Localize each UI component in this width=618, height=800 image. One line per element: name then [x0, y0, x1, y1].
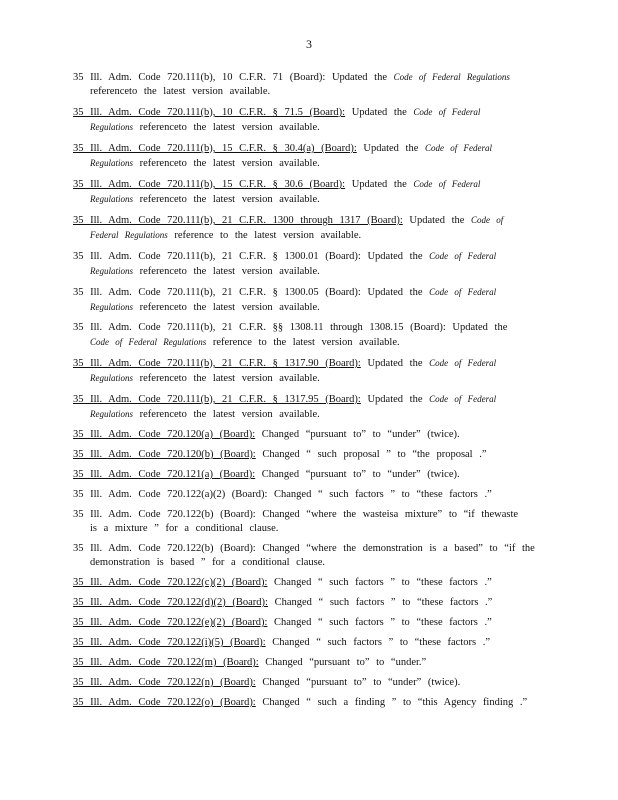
- entry-line-1: [73, 392, 533, 407]
- cfr-title-italic: Regulations: [90, 158, 133, 168]
- section-citation: 35 Ill. Adm. Code 720.122(c)(2) (Board):: [73, 577, 268, 588]
- entry-line-2: [73, 228, 533, 243]
- entry-line-2: [73, 156, 533, 171]
- section-citation: 35 Ill. Adm. Code 720.122(b) (Board):: [73, 509, 256, 520]
- cfr-title-italic: Code of Federal Regulations: [90, 337, 207, 347]
- entry-line-1: [73, 596, 533, 610]
- change-description: Updated the: [452, 322, 508, 333]
- change-description: Updated the: [409, 215, 465, 226]
- change-description: Changed “pursuant to” to “under” (twice).: [262, 677, 461, 688]
- section-citation: 35 Ill. Adm. Code 720.122(m) (Board):: [73, 657, 259, 668]
- change-description: Changed “ such proposal ” to “the proposal .”: [262, 449, 487, 460]
- entry-line-2: [73, 85, 533, 99]
- amendment-entry: [73, 392, 533, 422]
- section-citation: 35 Ill. Adm. Code 720.111(b), 21 C.F.R. § 1300.01 (Board):: [73, 251, 361, 262]
- amendment-entry: [73, 428, 533, 442]
- change-description: Updated the: [367, 394, 423, 405]
- change-description: Changed “where the wasteisa mixture” to “if thewaste: [262, 509, 519, 520]
- change-description: Changed “ such factors ” to “these factors .”: [274, 617, 492, 628]
- amendment-entry: [73, 448, 533, 462]
- cfr-title-italic: Code of Federal: [429, 358, 497, 368]
- entry-line-2: [73, 120, 533, 135]
- entry-line-1: [73, 448, 533, 462]
- entry-line-1: [73, 656, 533, 670]
- cfr-title-italic: Regulations: [90, 266, 133, 276]
- change-description-cont: referenceto the latest version available.: [139, 409, 320, 420]
- entry-line-2: [73, 407, 533, 422]
- section-citation: 35 Ill. Adm. Code 720.111(b), 21 C.F.R. § 1300.05 (Board):: [73, 287, 361, 298]
- section-citation: 35 Ill. Adm. Code 720.122(o) (Board):: [73, 697, 256, 708]
- change-description-cont: reference to the latest version available.: [174, 230, 362, 241]
- entry-line-2: [73, 264, 533, 279]
- entry-line-2: [73, 335, 533, 350]
- page-number: 3: [306, 37, 312, 51]
- change-description: Changed “pursuant to” to “under.”: [265, 657, 427, 668]
- entry-line-1: [73, 636, 533, 650]
- entry-line-1: [73, 428, 533, 442]
- change-description: Updated the: [351, 179, 407, 190]
- change-description: Changed “ such factors ” to “these factors .”: [274, 577, 492, 588]
- entry-line-1: [73, 105, 533, 120]
- amendment-entry: [73, 616, 533, 630]
- change-description-cont: referenceto the latest version available.: [90, 86, 271, 97]
- cfr-title-italic: Regulations: [90, 373, 133, 383]
- entry-line-2: [73, 192, 533, 207]
- change-description: Changed “ such factors ” to “these factors .”: [272, 637, 490, 648]
- entry-line-1: [73, 488, 533, 502]
- amendment-entry: [73, 105, 533, 135]
- entry-line-1: [73, 542, 533, 556]
- section-citation: 35 Ill. Adm. Code 720.111(b), 21 C.F.R. § 1317.95 (Board):: [73, 394, 361, 405]
- change-description-cont: is a mixture ” for a conditional clause.: [90, 523, 279, 534]
- cfr-title-italic: Code of Federal: [413, 107, 481, 117]
- change-description: Changed “pursuant to” to “under” (twice).: [261, 469, 460, 480]
- change-description: Updated the: [367, 358, 423, 369]
- cfr-title-italic: Regulations: [90, 409, 133, 419]
- section-citation: 35 Ill. Adm. Code 720.111(b), 21 C.F.R. §§ 1308.11 through 1308.15 (Board):: [73, 322, 446, 333]
- entry-line-2: [73, 300, 533, 315]
- amendment-entry: [73, 141, 533, 171]
- change-description-cont: referenceto the latest version available.: [139, 194, 320, 205]
- section-citation: 35 Ill. Adm. Code 720.120(b) (Board):: [73, 449, 256, 460]
- entry-line-1: [73, 508, 533, 522]
- change-description: Changed “pursuant to” to “under” (twice).: [261, 429, 460, 440]
- change-description-cont: reference to the latest version available.: [212, 337, 400, 348]
- change-description-cont: demonstration is based ” for a conditional clause.: [90, 557, 326, 568]
- entry-line-1: [73, 285, 533, 300]
- cfr-title-italic: Code of Federal: [425, 143, 493, 153]
- entry-line-1: [73, 696, 533, 710]
- cfr-title-italic: Regulations: [90, 302, 133, 312]
- cfr-title-italic: Code of Federal Regulations: [393, 72, 510, 82]
- cfr-title-italic: Code of Federal: [429, 394, 497, 404]
- entry-line-2: [73, 371, 533, 386]
- entry-line-1: [73, 70, 533, 85]
- amendment-entry: [73, 596, 533, 610]
- change-description: Changed “where the demonstration is a based” to “if the: [262, 543, 535, 554]
- amendment-entry: [73, 542, 533, 570]
- cfr-title-italic: Code of: [471, 215, 504, 225]
- amendment-entry: [73, 356, 533, 386]
- section-citation: 35 Ill. Adm. Code 720.111(b), 10 C.F.R. § 71.5 (Board):: [73, 107, 346, 118]
- section-citation: 35 Ill. Adm. Code 720.122(a)(2) (Board):: [73, 489, 268, 500]
- amendment-entry: [73, 508, 533, 536]
- change-description: Changed “ such a finding ” to “this Agency finding .”: [262, 697, 528, 708]
- section-citation: 35 Ill. Adm. Code 720.122(i)(5) (Board):: [73, 637, 266, 648]
- entry-line-2: [73, 556, 533, 570]
- entry-line-1: [73, 468, 533, 482]
- section-citation: 35 Ill. Adm. Code 720.120(a) (Board):: [73, 429, 256, 440]
- section-citation: 35 Ill. Adm. Code 720.111(b), 15 C.F.R. § 30.4(a) (Board):: [73, 143, 357, 154]
- amendment-entry: [73, 656, 533, 670]
- change-description: Changed “ such factors ” to “these factors .”: [274, 597, 493, 608]
- amendment-entry: [73, 285, 533, 315]
- entry-line-1: [73, 141, 533, 156]
- entry-line-2: [73, 522, 533, 536]
- entry-line-1: [73, 356, 533, 371]
- amendment-entry: [73, 488, 533, 502]
- amendment-entry: [73, 321, 533, 350]
- change-description: Changed “ such factors ” to “these factors .”: [274, 489, 492, 500]
- amendment-list: [73, 70, 533, 716]
- amendment-entry: [73, 177, 533, 207]
- section-citation: 35 Ill. Adm. Code 720.121(a) (Board):: [73, 469, 256, 480]
- change-description-cont: referenceto the latest version available.: [139, 122, 320, 133]
- entry-line-1: [73, 676, 533, 690]
- change-description-cont: referenceto the latest version available.: [139, 373, 320, 384]
- cfr-title-italic: Regulations: [90, 194, 133, 204]
- amendment-entry: [73, 636, 533, 650]
- cfr-title-italic: Code of Federal: [429, 251, 497, 261]
- change-description: Updated the: [367, 251, 423, 262]
- section-citation: 35 Ill. Adm. Code 720.122(b) (Board):: [73, 543, 256, 554]
- entry-line-1: [73, 321, 533, 335]
- entry-line-1: [73, 249, 533, 264]
- amendment-entry: [73, 576, 533, 590]
- entry-line-1: [73, 213, 533, 228]
- cfr-title-italic: Federal Regulations: [90, 230, 168, 240]
- change-description: Updated the: [363, 143, 419, 154]
- cfr-title-italic: Code of Federal: [429, 287, 497, 297]
- section-citation: 35 Ill. Adm. Code 720.122(n) (Board):: [73, 677, 256, 688]
- amendment-entry: [73, 249, 533, 279]
- section-citation: 35 Ill. Adm. Code 720.111(b), 21 C.F.R. 1300 through 1317 (Board):: [73, 215, 403, 226]
- cfr-title-italic: Regulations: [90, 122, 133, 132]
- change-description: Updated the: [351, 107, 407, 118]
- amendment-entry: [73, 213, 533, 243]
- entry-line-1: [73, 616, 533, 630]
- amendment-entry: [73, 676, 533, 690]
- entry-line-1: [73, 177, 533, 192]
- section-citation: 35 Ill. Adm. Code 720.111(b), 10 C.F.R. 71 (Board):: [73, 72, 326, 83]
- cfr-title-italic: Code of Federal: [413, 179, 481, 189]
- section-citation: 35 Ill. Adm. Code 720.122(e)(2) (Board):: [73, 617, 268, 628]
- section-citation: 35 Ill. Adm. Code 720.111(b), 15 C.F.R. § 30.6 (Board):: [73, 179, 346, 190]
- amendment-entry: [73, 468, 533, 482]
- change-description: Updated the: [367, 287, 423, 298]
- change-description-cont: referenceto the latest version available.: [139, 302, 320, 313]
- amendment-entry: [73, 696, 533, 710]
- section-citation: 35 Ill. Adm. Code 720.111(b), 21 C.F.R. § 1317.90 (Board):: [73, 358, 361, 369]
- entry-line-1: [73, 576, 533, 590]
- change-description-cont: referenceto the latest version available.: [139, 266, 320, 277]
- change-description-cont: referenceto the latest version available.: [139, 158, 320, 169]
- section-citation: 35 Ill. Adm. Code 720.122(d)(2) (Board):: [73, 597, 268, 608]
- amendment-entry: [73, 70, 533, 99]
- change-description: Updated the: [331, 72, 387, 83]
